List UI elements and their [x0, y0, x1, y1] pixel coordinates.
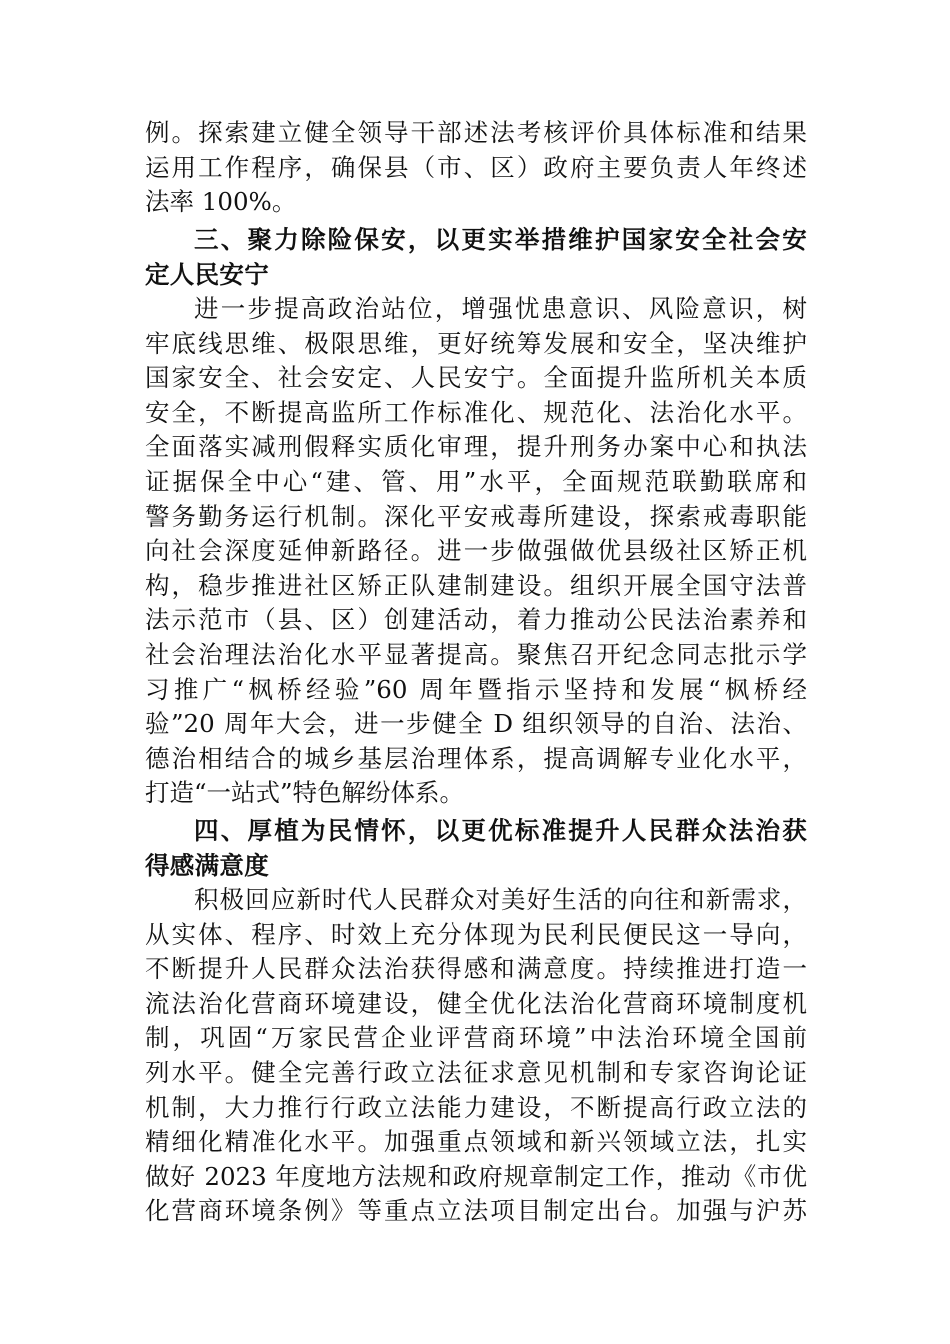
paragraph-line: 积极回应新时代人民群众对美好生活的向往和新需求， — [194, 885, 807, 914]
paragraph-line: 验”20 周年大会，进一步健全 D 组织领导的自治、法治、 — [145, 709, 807, 739]
paragraph-line: 制，巩固“万家民营企业评营商环境”中法治环境全国前 — [145, 1023, 807, 1053]
paragraph-line: 牢底线思维、极限思维，更好统筹发展和安全，坚决维护 — [145, 328, 807, 358]
heading-line: 四、厚植为民情怀，以更优标准提升人民群众法治获 — [194, 816, 807, 845]
paragraph-line: 向社会深度延伸新路径。进一步做强做优县级社区矫正机 — [145, 536, 807, 566]
paragraph-line: 全面落实减刑假释实质化审理，提升刑务办案中心和执法 — [145, 432, 807, 462]
paragraph-line: 精细化精准化水平。加强重点领域和新兴领域立法，扎实 — [145, 1127, 807, 1157]
paragraph-line: 不断提升人民群众法治获得感和满意度。持续推进打造一 — [145, 954, 807, 984]
paragraph-line: 化营商环境条例》等重点立法项目制定出台。加强与沪苏 — [145, 1196, 807, 1226]
paragraph-line: 打造“一站式”特色解纷体系。 — [145, 778, 465, 808]
paragraph-line: 法示范市（县、区）创建活动，着力推动公民法治素养和 — [145, 605, 807, 635]
paragraph-line: 流法治化营商环境建设，健全优化法治化营商环境制度机 — [145, 988, 807, 1018]
heading-line: 定人民安宁 — [145, 259, 269, 289]
paragraph-section-3 — [145, 292, 807, 811]
heading-line: 得感满意度 — [145, 850, 269, 880]
paragraph-line: 进一步提高政治站位，增强忧患意识、风险意识，树 — [194, 294, 807, 323]
paragraph-line: 列水平。健全完善行政立法征求意见机制和专家咨询论证 — [145, 1057, 807, 1087]
paragraph-line: 德治相结合的城乡基层治理体系，提高调解专业化水平， — [145, 743, 807, 773]
paragraph-line: 证据保全中心“建、管、用”水平，全面规范联勤联席和 — [145, 466, 807, 496]
section-heading-4 — [145, 814, 807, 883]
paragraph-line: 机制，大力推行行政立法能力建设，不断提高行政立法的 — [145, 1092, 807, 1122]
paragraph-line: 法率 100%。 — [145, 187, 297, 217]
paragraph-section-4 — [145, 883, 807, 1229]
paragraph-line: 做好 2023 年度地方法规和政府规章制定工作，推动《市优 — [145, 1161, 807, 1191]
paragraph-line: 习推广“枫桥经验”60 周年暨指示坚持和发展“枫桥经 — [145, 674, 807, 704]
heading-line: 三、聚力除险保安，以更实举措维护国家安全社会安 — [194, 225, 807, 254]
paragraph-line: 从实体、程序、时效上充分体现为民利民便民这一导向， — [145, 919, 807, 949]
paragraph-line: 构，稳步推进社区矫正队建制建设。组织开展全国守法普 — [145, 570, 807, 600]
paragraph-line: 安全，不断提高监所工作标准化、规范化、法治化水平。 — [145, 397, 807, 427]
paragraph-line: 例。探索建立健全领导干部述法考核评价具体标准和结果 — [145, 118, 807, 147]
paragraph-intro — [145, 116, 807, 220]
paragraph-line: 社会治理法治化水平显著提高。聚焦召开纪念同志批示学 — [145, 639, 807, 669]
section-heading-3 — [145, 223, 807, 292]
paragraph-line: 国家安全、社会安定、人民安宁。全面提升监所机关本质 — [145, 363, 807, 393]
paragraph-line: 运用工作程序，确保县（市、区）政府主要负责人年终述 — [145, 152, 807, 182]
paragraph-line: 警务勤务运行机制。深化平安戒毒所建设，探索戒毒职能 — [145, 501, 807, 531]
